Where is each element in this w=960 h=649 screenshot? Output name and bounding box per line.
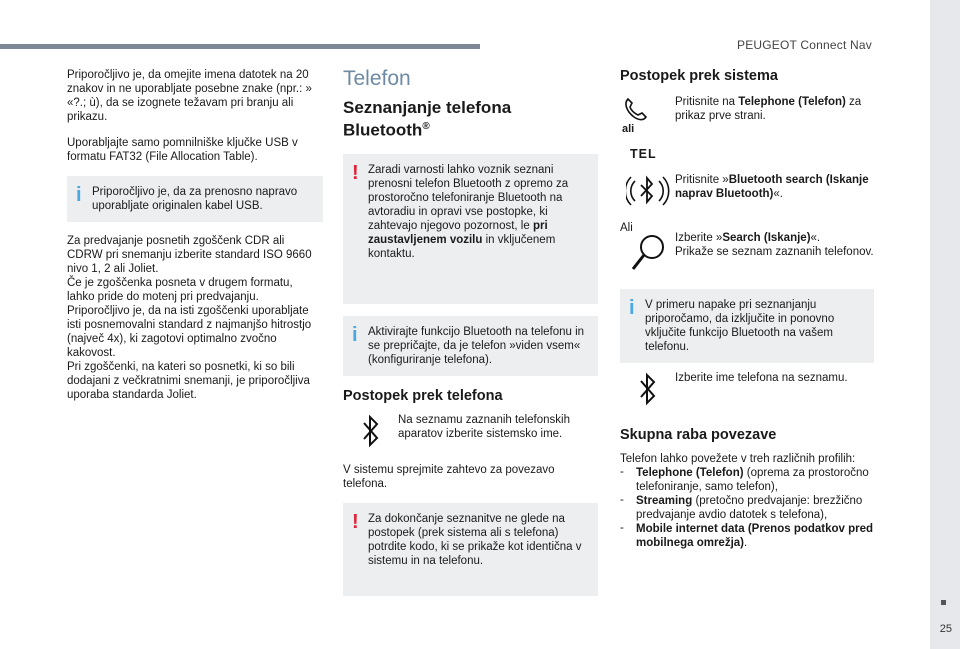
pairing-heading	[343, 98, 598, 140]
step1-pre: Pritisnite na	[675, 96, 739, 108]
step1-post: za prikaz prve strani.	[675, 96, 862, 122]
step1-bold: Telephone (Telefon)	[738, 96, 846, 108]
paragraph-profiles: Telefon lahko povežete v treh različnih profilih:	[620, 453, 856, 465]
bluetooth-icon	[620, 371, 675, 407]
list-item-bold: Telephone (Telefon)	[636, 467, 744, 479]
list-item-bold: Mobile internet data (Prenos podatkov pred mobilnega omrežja)	[636, 523, 874, 549]
step-text	[675, 173, 874, 201]
paragraph-joliet: Pri zgoščenki, na kateri so posnetki, ki so bili dodajani z večkratnimi snemanji, je priporočljiva uporaba standarda Joliet.	[67, 361, 310, 401]
warning-text-post: in vključenem kontaktu.	[368, 233, 556, 260]
list-item: - Telephone (Telefon) (oprema za prostoročno telefoniranje, samo telefon),	[620, 466, 869, 493]
bluetooth-icon	[343, 413, 398, 449]
info-box-cable	[67, 176, 323, 222]
step-text	[675, 231, 874, 245]
list-item-rest: .	[744, 537, 748, 549]
paragraph-cdr: Za predvajanje posnetih zgoščenk CDR ali CDRW pri snemanju izberite standard ISO 9660 nivo 1, 2 ali Joliet.	[67, 235, 312, 275]
subheading-sharing: Skupna raba povezave	[620, 427, 777, 443]
step-text: Na seznamu zaznanih telefonskih aparatov izberite sistemsko ime.	[398, 413, 570, 440]
step3-bold: Search (Iskanje)	[722, 232, 811, 244]
step2-pre: Pritisnite »	[675, 174, 729, 186]
warning-icon: !	[352, 161, 359, 184]
step-text: Izberite ime telefona na seznamu.	[675, 372, 848, 384]
warning-text: Za dokončanje seznanitve ne glede na postopek (prek sistema ali s telefona) potrdite kodo, ki se prikaže kot identična v sistemu in na telefonu.	[368, 512, 582, 567]
paragraph-accept: V sistemu sprejmite zahtevo za povezavo telefona.	[343, 463, 555, 490]
list-item: - Streaming (pretočno predvajanje: brezžično predvajanje avdio datotek s telefona),	[620, 494, 863, 521]
paragraph-usb-format: Uporabljajte samo pomnilniške ključke USB v formatu FAT32 (File Allocation Table).	[67, 137, 298, 163]
list-item-rest: (pretočno predvajanje: brezžično predvajanje avdio datotek s telefona),	[636, 495, 863, 521]
step3-pre: Izberite »	[675, 232, 723, 244]
step2-post: «.	[773, 188, 783, 200]
warning-box-code	[343, 503, 598, 596]
step2-bold: Bluetooth search (Iskanje naprav Bluetooth)	[675, 174, 869, 200]
header-rule	[0, 44, 480, 49]
info-text: V primeru napake pri seznanjanju priporočamo, da izključite in ponovno vključite funkcijo Bluetooth na vašem telefonu.	[645, 299, 835, 353]
registered-mark: ®	[422, 121, 430, 132]
continue-marker	[941, 600, 946, 605]
info-icon: i	[352, 323, 358, 346]
info-text: Priporočljivo je, da za prenosno napravo uporabljate originalen kabel USB.	[92, 186, 298, 212]
list-item-rest: (oprema za prostoročno telefoniranje, samo telefon),	[636, 467, 869, 493]
step-text-2: Prikaže se seznam zaznanih telefonov.	[675, 246, 874, 258]
column-right	[620, 68, 874, 550]
warning-box-safety	[343, 154, 598, 304]
info-box-error	[620, 289, 874, 363]
list-item-bold: Streaming	[636, 495, 693, 507]
info-text: Aktivirajte funkcijo Bluetooth na telefonu in se prepričajte, da je telefon »viden vsem« (konfiguriranje telefona).	[368, 325, 585, 366]
pairing-heading-line1: Seznanjanje telefona	[343, 98, 512, 117]
tel-label: TEL	[630, 147, 657, 161]
section-title: Telefon	[343, 67, 411, 90]
list-item: - Mobile internet data (Prenos podatkov pred mobilnega omrežja).	[620, 522, 874, 549]
column-left	[67, 68, 323, 402]
step-phone-select	[343, 413, 598, 449]
step3-post: «.	[810, 232, 821, 244]
subheading-system-procedure: Postopek prek sistema	[620, 68, 778, 84]
info-box-visible	[343, 316, 598, 376]
subheading-phone-procedure: Postopek prek telefona	[343, 387, 503, 404]
ali-label: Ali	[620, 222, 633, 234]
warning-icon: !	[352, 510, 359, 533]
side-strip	[930, 0, 960, 649]
step-bluetooth-search	[620, 173, 874, 209]
paragraph-standard: Priporočljivo je, da na isti zgoščenki uporabljate isti posnemovalni standard z najmanjšo hitrostjo (največ 4x), ki zagotovi optimalno zvočno kakovost.	[67, 305, 312, 359]
step-select-name	[620, 371, 874, 407]
bluetooth-search-icon	[620, 173, 675, 209]
brand-label: PEUGEOT Connect Nav	[737, 38, 872, 52]
step-text	[675, 95, 874, 123]
info-icon: i	[76, 184, 82, 206]
paragraph-filenames: Priporočljivo je, da omejite imena datotek na 20 znakov in ne uporabljate posebne znake (npr.: » «?.; ù), da se izognete težavam pri branju ali prikazu.	[67, 69, 312, 123]
profile-list	[620, 466, 874, 550]
warning-text-pre: Zaradi varnosti lahko voznik seznani prenosni telefon Bluetooth z opremo za prostoročno telefoniranje Bluetooth na avtoradiu in opravi vse postopke, ki zahtevajo njegovo pozornost, le	[368, 163, 569, 232]
magnifier-icon	[620, 231, 675, 275]
or-label: ali	[622, 123, 635, 135]
paragraph-format: Če je zgoščenka posneta v drugem formatu, lahko pride do motenj pri predvajanju.	[67, 277, 293, 303]
page-number: 25	[939, 623, 952, 635]
phone-icon	[620, 95, 650, 123]
step-search	[620, 231, 874, 275]
column-middle	[343, 68, 598, 596]
warning-text-bold: pri zaustavljenem vozilu	[368, 219, 548, 246]
step-telephone	[620, 95, 874, 161]
info-icon: i	[629, 297, 635, 319]
pairing-heading-line2: Bluetooth	[343, 120, 423, 140]
